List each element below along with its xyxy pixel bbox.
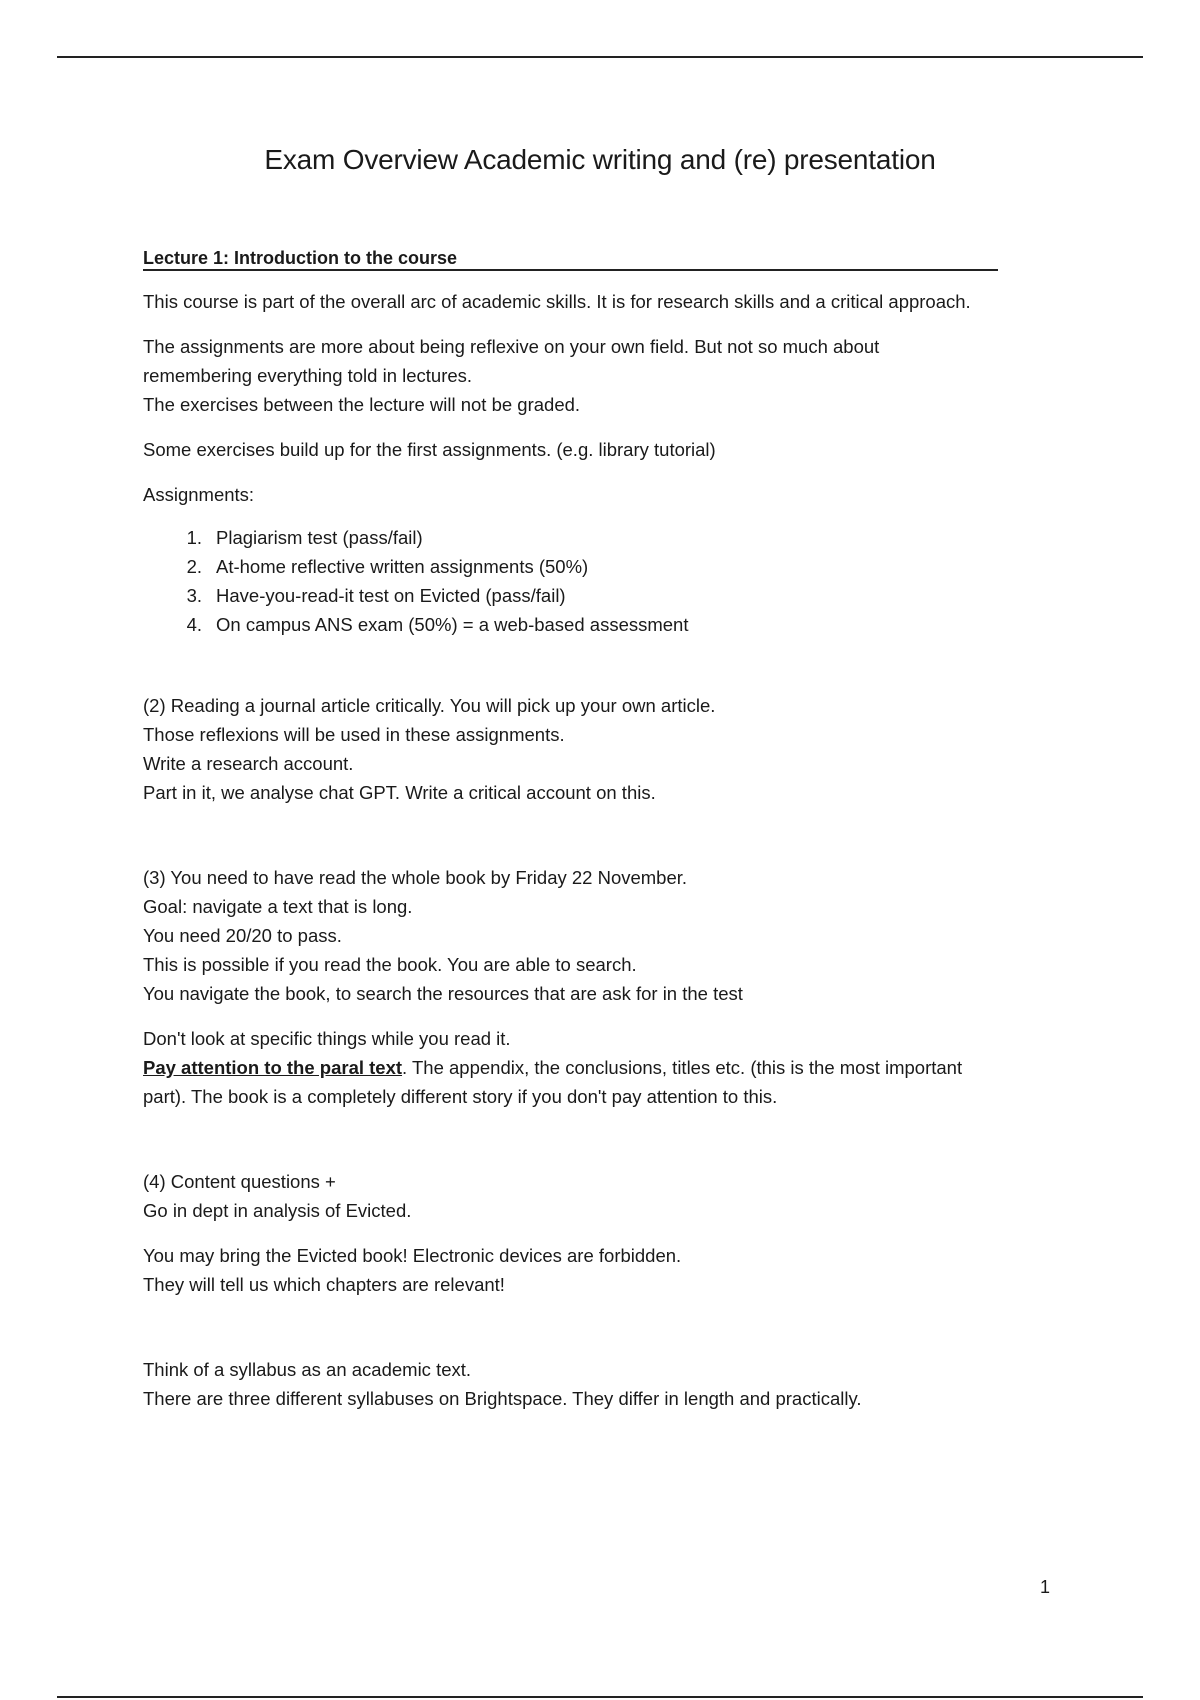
list-item (143, 610, 1063, 639)
section2-line: Write a research account. (143, 753, 354, 774)
header-rule (57, 56, 1143, 58)
section3-line: You need 20/20 to pass. (143, 925, 342, 946)
list-item-text: Plagiarism test (pass/fail) (216, 527, 423, 548)
section4-line: (4) Content questions + (143, 1171, 336, 1192)
section4-line: Go in dept in analysis of Evicted. (143, 1200, 412, 1221)
assignments-label: Assignments: (143, 484, 255, 505)
section-heading: Lecture 1: Introduction to the course (143, 247, 998, 271)
section4-line: You may bring the Evicted book! Electronic devices are forbidden. (143, 1245, 682, 1266)
page-number: 1 (1040, 1577, 1051, 1597)
list-item (143, 523, 1063, 552)
paragraph-assignments-line1: The assignments are more about being reflexive on your own field. But not so much about (143, 336, 880, 357)
list-item-text: On campus ANS exam (50%) = a web-based assessment (216, 614, 689, 635)
section3-line: Don't look at specific things while you read it. (143, 1028, 511, 1049)
page-title: Exam Overview Academic writing and (re) presentation (264, 144, 936, 175)
list-item-text: Have-you-read-it test on Evicted (pass/fail) (216, 585, 566, 606)
paragraph-assignments-line2: remembering everything told in lectures. (143, 365, 473, 386)
section3-line: (3) You need to have read the whole book by Friday 22 November. (143, 867, 688, 888)
section3-line: Goal: navigate a text that is long. (143, 896, 413, 917)
list-item-number: 4. (186, 614, 202, 635)
list-item-number: 2. (186, 556, 202, 577)
list-item (143, 581, 1063, 610)
section4-line: They will tell us which chapters are relevant! (143, 1274, 505, 1295)
section2-line: Those reflexions will be used in these assignments. (143, 724, 565, 745)
emphasis-text: Pay attention to the paral text (143, 1057, 403, 1078)
section2-line: (2) Reading a journal article critically. You will pick up your own article. (143, 695, 716, 716)
section3-line: This is possible if you read the book. You are able to search. (143, 954, 637, 975)
assignments-list (143, 523, 1063, 639)
list-item-text: At-home reflective written assignments (50%) (216, 556, 589, 577)
list-item (143, 552, 1063, 581)
list-item-number: 3. (186, 585, 202, 606)
document-body (143, 247, 1063, 1413)
section3-line: part). The book is a completely different story if you don't pay attention to this. (143, 1086, 778, 1107)
section3-line: You navigate the book, to search the resources that are ask for in the test (143, 983, 743, 1004)
section3-emphasis-paragraph (143, 1053, 1063, 1082)
list-item-number: 1. (186, 527, 202, 548)
paragraph-buildup: Some exercises build up for the first assignments. (e.g. library tutorial) (143, 439, 716, 460)
section2-line: Part in it, we analyse chat GPT. Write a critical account on this. (143, 782, 656, 803)
emphasis-rest: . The appendix, the conclusions, titles etc. (this is the most important (402, 1057, 963, 1078)
closing-line: There are three different syllabuses on Brightspace. They differ in length and practically. (143, 1388, 862, 1409)
paragraph-intro: This course is part of the overall arc of academic skills. It is for research skills and a critical approach. (143, 291, 971, 312)
footer-rule (57, 1696, 1143, 1698)
closing-line: Think of a syllabus as an academic text. (143, 1359, 472, 1380)
paragraph-exercises: The exercises between the lecture will not be graded. (143, 394, 581, 415)
